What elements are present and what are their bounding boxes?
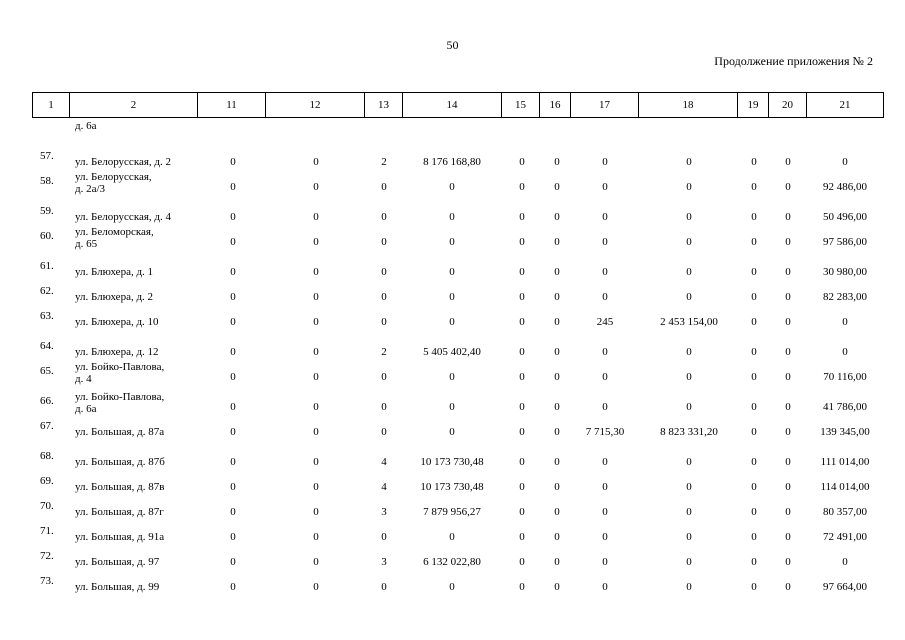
row-number: 68.	[40, 450, 54, 462]
cell-col-18: 0	[686, 531, 692, 543]
cell-col-16: 0	[554, 181, 560, 193]
cell-col-13: 0	[381, 401, 387, 413]
cell-col-14: 10 173 730,48	[420, 481, 484, 493]
cell-col-13: 4	[381, 456, 387, 468]
cell-col-14: 0	[449, 531, 455, 543]
cell-col-17: 0	[602, 531, 608, 543]
cell-col-20: 0	[785, 531, 791, 543]
cell-col-11: 0	[230, 531, 236, 543]
cell-col-12: 0	[313, 481, 319, 493]
cell-col-20: 0	[785, 181, 791, 193]
column-header-21: 21	[807, 93, 884, 118]
cell-col-13: 4	[381, 481, 387, 493]
cell-col-20: 0	[785, 156, 791, 168]
row-number: 58.	[40, 175, 54, 187]
cell-col-12: 0	[313, 316, 319, 328]
table-row	[0, 226, 905, 258]
row-address: ул. Большая, д. 87б	[75, 456, 165, 468]
cell-col-18: 8 823 331,20	[660, 426, 718, 438]
cell-col-13: 2	[381, 156, 387, 168]
cell-col-12: 0	[313, 236, 319, 248]
cell-col-19: 0	[751, 481, 757, 493]
cell-col-19: 0	[751, 236, 757, 248]
row-number: 66.	[40, 395, 54, 407]
cell-col-17: 0	[602, 581, 608, 593]
cell-col-16: 0	[554, 371, 560, 383]
cell-col-21: 70 116,00	[823, 371, 867, 383]
cell-col-16: 0	[554, 401, 560, 413]
cell-col-11: 0	[230, 456, 236, 468]
cell-col-14: 0	[449, 236, 455, 248]
cell-col-17: 245	[596, 316, 614, 328]
cell-col-20: 0	[785, 371, 791, 383]
cell-col-11: 0	[230, 481, 236, 493]
cell-col-14: 0	[449, 371, 455, 383]
row-address: ул. Большая, д. 87в	[75, 481, 165, 493]
cell-col-21: 0	[842, 316, 848, 328]
cell-col-14: 10 173 730,48	[420, 456, 484, 468]
row-address: ул. Бойко-Павлова, д. 4	[75, 361, 165, 385]
column-header-20: 20	[769, 93, 807, 118]
row-address: ул. Блюхера, д. 2	[75, 291, 154, 303]
cell-col-21: 139 345,00	[820, 426, 870, 438]
cell-col-18: 0	[686, 211, 692, 223]
cell-col-11: 0	[230, 401, 236, 413]
table-row	[0, 285, 905, 313]
row-number: 64.	[40, 340, 54, 352]
cell-col-21: 80 357,00	[823, 506, 867, 518]
cell-col-20: 0	[785, 506, 791, 518]
cell-col-15: 0	[519, 316, 525, 328]
table-row	[0, 550, 905, 578]
cell-col-13: 0	[381, 426, 387, 438]
table-row	[0, 525, 905, 553]
row-address: ул. Блюхера, д. 10	[75, 316, 159, 328]
cell-col-17: 0	[602, 506, 608, 518]
cell-col-20: 0	[785, 481, 791, 493]
cell-col-21: 111 014,00	[820, 456, 870, 468]
cell-col-14: 6 132 022,80	[423, 556, 481, 568]
cell-col-11: 0	[230, 581, 236, 593]
cell-col-19: 0	[751, 291, 757, 303]
table-row	[0, 500, 905, 528]
cell-col-11: 0	[230, 181, 236, 193]
table-row	[0, 391, 905, 423]
cell-col-13: 0	[381, 371, 387, 383]
cell-col-15: 0	[519, 481, 525, 493]
row-number: 60.	[40, 230, 54, 242]
cell-col-19: 0	[751, 456, 757, 468]
cell-col-13: 0	[381, 266, 387, 278]
row-address: ул. Блюхера, д. 1	[75, 266, 154, 278]
row-number: 62.	[40, 285, 54, 297]
cell-col-19: 0	[751, 181, 757, 193]
row-address: ул. Беломорская, д. 65	[75, 226, 154, 250]
row-number: 63.	[40, 310, 54, 322]
cell-col-12: 0	[313, 291, 319, 303]
cell-col-19: 0	[751, 531, 757, 543]
cell-col-21: 114 014,00	[820, 481, 870, 493]
table-row	[0, 575, 905, 603]
cell-col-11: 0	[230, 291, 236, 303]
column-header-14: 14	[403, 93, 502, 118]
cell-col-12: 0	[313, 581, 319, 593]
cell-col-17: 0	[602, 181, 608, 193]
cell-col-20: 0	[785, 581, 791, 593]
cell-col-13: 0	[381, 531, 387, 543]
cell-col-20: 0	[785, 211, 791, 223]
table-row	[0, 450, 905, 478]
cell-col-18: 0	[686, 371, 692, 383]
cell-col-21: 97 586,00	[823, 236, 867, 248]
cell-col-18: 0	[686, 156, 692, 168]
cell-col-19: 0	[751, 371, 757, 383]
cell-col-13: 0	[381, 316, 387, 328]
cell-col-15: 0	[519, 156, 525, 168]
cell-col-20: 0	[785, 291, 791, 303]
cell-col-11: 0	[230, 316, 236, 328]
cell-col-18: 0	[686, 401, 692, 413]
cell-col-16: 0	[554, 156, 560, 168]
cell-col-15: 0	[519, 346, 525, 358]
cell-col-16: 0	[554, 456, 560, 468]
cell-col-11: 0	[230, 156, 236, 168]
cell-col-11: 0	[230, 426, 236, 438]
cell-col-11: 0	[230, 236, 236, 248]
row-number: 69.	[40, 475, 54, 487]
cell-col-21: 30 980,00	[823, 266, 867, 278]
cell-col-19: 0	[751, 556, 757, 568]
column-header-17: 17	[571, 93, 639, 118]
cell-col-21: 97 664,00	[823, 581, 867, 593]
cell-col-12: 0	[313, 156, 319, 168]
row-address: ул. Большая, д. 99	[75, 581, 160, 593]
cell-col-14: 0	[449, 291, 455, 303]
cell-col-19: 0	[751, 211, 757, 223]
cell-col-18: 2 453 154,00	[660, 316, 718, 328]
cell-col-21: 82 283,00	[823, 291, 867, 303]
cell-col-19: 0	[751, 581, 757, 593]
cell-col-12: 0	[313, 266, 319, 278]
page-number: 50	[446, 38, 459, 52]
cell-col-19: 0	[751, 426, 757, 438]
cell-col-19: 0	[751, 401, 757, 413]
column-header-16: 16	[540, 93, 571, 118]
cell-col-17: 0	[602, 291, 608, 303]
cell-col-19: 0	[751, 156, 757, 168]
table-row	[0, 171, 905, 203]
row-number: 73.	[40, 575, 54, 587]
cell-col-20: 0	[785, 316, 791, 328]
cell-col-11: 0	[230, 211, 236, 223]
cell-col-12: 0	[313, 371, 319, 383]
row-address: ул. Большая, д. 91а	[75, 531, 165, 543]
row-number: 72.	[40, 550, 54, 562]
cell-col-18: 0	[686, 581, 692, 593]
cell-col-15: 0	[519, 236, 525, 248]
cell-col-18: 0	[686, 291, 692, 303]
cell-col-17: 0	[602, 156, 608, 168]
continuation-address: д. 6а	[75, 120, 97, 132]
cell-col-16: 0	[554, 531, 560, 543]
cell-col-15: 0	[519, 266, 525, 278]
cell-col-17: 0	[602, 236, 608, 248]
cell-col-16: 0	[554, 236, 560, 248]
cell-col-16: 0	[554, 556, 560, 568]
cell-col-13: 3	[381, 556, 387, 568]
cell-col-14: 5 405 402,40	[423, 346, 481, 358]
table-row	[0, 260, 905, 288]
cell-col-16: 0	[554, 481, 560, 493]
cell-col-14: 0	[449, 581, 455, 593]
cell-col-19: 0	[751, 506, 757, 518]
column-header-12: 12	[266, 93, 365, 118]
cell-col-18: 0	[686, 481, 692, 493]
column-header-19: 19	[738, 93, 769, 118]
column-header-11: 11	[198, 93, 266, 118]
cell-col-11: 0	[230, 371, 236, 383]
cell-col-16: 0	[554, 346, 560, 358]
cell-col-12: 0	[313, 346, 319, 358]
cell-col-17: 0	[602, 556, 608, 568]
row-number: 57.	[40, 150, 54, 162]
cell-col-16: 0	[554, 506, 560, 518]
cell-col-17: 0	[602, 456, 608, 468]
cell-col-15: 0	[519, 556, 525, 568]
cell-col-15: 0	[519, 181, 525, 193]
cell-col-17: 7 715,30	[585, 426, 625, 438]
cell-col-12: 0	[313, 401, 319, 413]
cell-col-15: 0	[519, 506, 525, 518]
cell-col-13: 0	[381, 236, 387, 248]
cell-col-18: 0	[686, 236, 692, 248]
cell-col-20: 0	[785, 426, 791, 438]
cell-col-13: 0	[381, 581, 387, 593]
cell-col-11: 0	[230, 506, 236, 518]
cell-col-14: 0	[449, 316, 455, 328]
column-header-15: 15	[502, 93, 540, 118]
cell-col-21: 0	[842, 346, 848, 358]
row-number: 61.	[40, 260, 54, 272]
cell-col-18: 0	[686, 506, 692, 518]
row-address: ул. Белорусская, д. 2а/3	[75, 171, 152, 195]
cell-col-13: 0	[381, 291, 387, 303]
cell-col-11: 0	[230, 556, 236, 568]
row-number: 70.	[40, 500, 54, 512]
cell-col-20: 0	[785, 401, 791, 413]
appendix-continuation-note: Продолжение приложения № 2	[714, 54, 873, 68]
row-address: ул. Большая, д. 97	[75, 556, 160, 568]
cell-col-17: 0	[602, 266, 608, 278]
cell-col-17: 0	[602, 481, 608, 493]
cell-col-15: 0	[519, 211, 525, 223]
cell-col-20: 0	[785, 346, 791, 358]
cell-col-21: 0	[842, 556, 848, 568]
row-address: ул. Большая, д. 87а	[75, 426, 165, 438]
cell-col-17: 0	[602, 401, 608, 413]
cell-col-21: 50 496,00	[823, 211, 867, 223]
cell-col-12: 0	[313, 531, 319, 543]
column-header-18: 18	[639, 93, 738, 118]
cell-col-20: 0	[785, 236, 791, 248]
cell-col-18: 0	[686, 556, 692, 568]
cell-col-19: 0	[751, 266, 757, 278]
cell-col-14: 0	[449, 266, 455, 278]
cell-col-12: 0	[313, 181, 319, 193]
cell-col-21: 41 786,00	[823, 401, 867, 413]
row-address: ул. Белорусская, д. 2	[75, 156, 172, 168]
cell-col-16: 0	[554, 426, 560, 438]
cell-col-21: 72 491,00	[823, 531, 867, 543]
cell-col-15: 0	[519, 371, 525, 383]
cell-col-19: 0	[751, 316, 757, 328]
column-header-2: 2	[70, 93, 198, 118]
cell-col-15: 0	[519, 426, 525, 438]
cell-col-12: 0	[313, 426, 319, 438]
row-address: ул. Большая, д. 87г	[75, 506, 164, 518]
cell-col-19: 0	[751, 346, 757, 358]
cell-col-16: 0	[554, 316, 560, 328]
cell-col-14: 0	[449, 401, 455, 413]
cell-col-20: 0	[785, 556, 791, 568]
cell-col-20: 0	[785, 456, 791, 468]
cell-col-16: 0	[554, 291, 560, 303]
cell-col-16: 0	[554, 211, 560, 223]
cell-col-11: 0	[230, 266, 236, 278]
row-number: 65.	[40, 365, 54, 377]
cell-col-18: 0	[686, 456, 692, 468]
cell-col-17: 0	[602, 371, 608, 383]
cell-col-20: 0	[785, 266, 791, 278]
table-row	[0, 475, 905, 503]
cell-col-14: 0	[449, 426, 455, 438]
table-row	[0, 420, 905, 448]
cell-col-18: 0	[686, 181, 692, 193]
cell-col-14: 0	[449, 211, 455, 223]
cell-col-12: 0	[313, 556, 319, 568]
table-row	[0, 310, 905, 338]
cell-col-14: 7 879 956,27	[423, 506, 481, 518]
cell-col-11: 0	[230, 346, 236, 358]
row-number: 67.	[40, 420, 54, 432]
table-row	[0, 361, 905, 393]
column-header-1: 1	[33, 93, 70, 118]
cell-col-13: 0	[381, 211, 387, 223]
cell-col-12: 0	[313, 211, 319, 223]
cell-col-13: 3	[381, 506, 387, 518]
column-header-13: 13	[365, 93, 403, 118]
cell-col-14: 8 176 168,80	[423, 156, 481, 168]
cell-col-14: 0	[449, 181, 455, 193]
cell-col-18: 0	[686, 266, 692, 278]
cell-col-17: 0	[602, 346, 608, 358]
row-address: ул. Белорусская, д. 4	[75, 211, 172, 223]
cell-col-12: 0	[313, 506, 319, 518]
cell-col-15: 0	[519, 581, 525, 593]
cell-col-21: 0	[842, 156, 848, 168]
row-number: 71.	[40, 525, 54, 537]
cell-col-16: 0	[554, 266, 560, 278]
cell-col-17: 0	[602, 211, 608, 223]
cell-col-15: 0	[519, 531, 525, 543]
row-address: ул. Блюхера, д. 12	[75, 346, 159, 358]
cell-col-13: 2	[381, 346, 387, 358]
cell-col-18: 0	[686, 346, 692, 358]
cell-col-13: 0	[381, 181, 387, 193]
cell-col-15: 0	[519, 291, 525, 303]
cell-col-15: 0	[519, 456, 525, 468]
row-address: ул. Бойко-Павлова, д. 6а	[75, 391, 165, 415]
cell-col-15: 0	[519, 401, 525, 413]
cell-col-21: 92 486,00	[823, 181, 867, 193]
cell-col-12: 0	[313, 456, 319, 468]
cell-col-16: 0	[554, 581, 560, 593]
row-number: 59.	[40, 205, 54, 217]
